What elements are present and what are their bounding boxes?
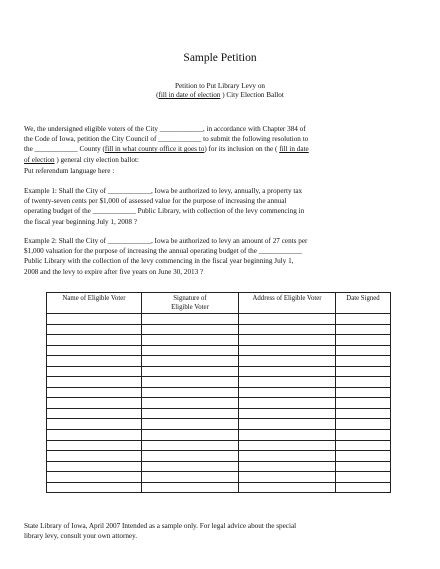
intro-line-3 bbox=[24, 144, 414, 154]
address-cell[interactable] bbox=[239, 356, 336, 367]
signature-cell[interactable] bbox=[142, 472, 239, 483]
signature-cell[interactable] bbox=[142, 324, 239, 335]
date-cell[interactable] bbox=[336, 387, 391, 398]
intro-line-4 bbox=[24, 155, 414, 165]
date-cell[interactable] bbox=[336, 419, 391, 430]
name-cell[interactable] bbox=[47, 345, 142, 356]
date-cell[interactable] bbox=[336, 324, 391, 335]
table-row bbox=[47, 345, 391, 356]
address-cell[interactable] bbox=[239, 472, 336, 483]
signature-cell[interactable] bbox=[142, 366, 239, 377]
signature-cell[interactable] bbox=[142, 356, 239, 367]
subtitle-open: ( bbox=[156, 91, 159, 99]
table-row bbox=[47, 430, 391, 441]
example-1-line-1: Example 1: Shall the City of ____________, Iowa be authorized to levy, annually, a property tax bbox=[24, 187, 303, 195]
name-cell[interactable] bbox=[47, 461, 142, 472]
address-cell[interactable] bbox=[239, 345, 336, 356]
table-row bbox=[47, 472, 391, 483]
address-cell[interactable] bbox=[239, 451, 336, 462]
table-row bbox=[47, 408, 391, 419]
signature-cell[interactable] bbox=[142, 461, 239, 472]
table-row bbox=[47, 314, 391, 325]
intro-paragraph bbox=[24, 124, 414, 165]
table-row bbox=[47, 419, 391, 430]
header-address bbox=[239, 293, 336, 314]
address-cell[interactable] bbox=[239, 482, 336, 493]
name-cell[interactable] bbox=[47, 324, 142, 335]
table-row bbox=[47, 398, 391, 409]
name-cell[interactable] bbox=[47, 451, 142, 462]
example-2-line-3: Public Library with the collection of the levy commencing in the fiscal year beginning July 1, bbox=[24, 257, 294, 266]
example-2-line-4: 2008 and the levy to expire after five years on June 30, 2013 ? bbox=[24, 267, 204, 276]
name-cell[interactable] bbox=[47, 482, 142, 493]
table-row bbox=[47, 461, 391, 472]
name-cell[interactable] bbox=[47, 335, 142, 346]
date-cell[interactable] bbox=[336, 398, 391, 409]
signature-cell[interactable] bbox=[142, 387, 239, 398]
address-cell[interactable] bbox=[239, 440, 336, 451]
example-1-paragraph bbox=[24, 186, 414, 227]
signature-cell[interactable] bbox=[142, 335, 239, 346]
example-2-line-2: $1,000 valuation for the purpose of increasing the annual operating budget of the ____________ bbox=[24, 247, 302, 256]
example-1-line-4: the fiscal year beginning July 1, 2008 ? bbox=[24, 217, 137, 226]
name-cell[interactable] bbox=[47, 377, 142, 388]
header-address-label: Address of Eligible Voter bbox=[252, 295, 322, 302]
address-cell[interactable] bbox=[239, 314, 336, 325]
table-row bbox=[47, 387, 391, 398]
date-cell[interactable] bbox=[336, 345, 391, 356]
example-1-line-2: of twenty-seven cents per $1,000 of assessed value for the purpose of increasing the annual bbox=[24, 197, 287, 206]
table-row bbox=[47, 440, 391, 451]
signature-rows bbox=[47, 314, 391, 493]
referendum-instruction: Put referendum language here : bbox=[24, 167, 115, 175]
signature-cell[interactable] bbox=[142, 377, 239, 388]
date-cell[interactable] bbox=[336, 377, 391, 388]
footer-line-2: library levy, consult your own attorney. bbox=[24, 532, 138, 541]
address-cell[interactable] bbox=[239, 461, 336, 472]
signature-cell[interactable] bbox=[142, 398, 239, 409]
name-cell[interactable] bbox=[47, 356, 142, 367]
header-date bbox=[336, 293, 391, 314]
signature-cell[interactable] bbox=[142, 345, 239, 356]
address-cell[interactable] bbox=[239, 419, 336, 430]
signature-cell[interactable] bbox=[142, 419, 239, 430]
name-cell[interactable] bbox=[47, 408, 142, 419]
table-row bbox=[47, 324, 391, 335]
address-cell[interactable] bbox=[239, 324, 336, 335]
table-row bbox=[47, 356, 391, 367]
name-cell[interactable] bbox=[47, 314, 142, 325]
address-cell[interactable] bbox=[239, 430, 336, 441]
date-cell[interactable] bbox=[336, 430, 391, 441]
header-date-label: Date Signed bbox=[346, 295, 380, 302]
document-title: Sample Petition bbox=[183, 52, 257, 64]
name-cell[interactable] bbox=[47, 472, 142, 483]
address-cell[interactable] bbox=[239, 366, 336, 377]
name-cell[interactable] bbox=[47, 440, 142, 451]
date-cell[interactable] bbox=[336, 314, 391, 325]
signature-cell[interactable] bbox=[142, 314, 239, 325]
table-header-row bbox=[47, 293, 391, 314]
county-office-fill: fill in what county office it goes to bbox=[104, 145, 205, 154]
signature-cell[interactable] bbox=[142, 440, 239, 451]
date-cell[interactable] bbox=[336, 440, 391, 451]
address-cell[interactable] bbox=[239, 408, 336, 419]
table-row bbox=[47, 366, 391, 377]
election-date-fill-3: of election bbox=[24, 155, 55, 164]
signature-cell[interactable] bbox=[142, 408, 239, 419]
footer-note bbox=[24, 521, 414, 541]
name-cell[interactable] bbox=[47, 398, 142, 409]
address-cell[interactable] bbox=[239, 387, 336, 398]
intro-line-4b: ) general city election ballot: bbox=[54, 155, 139, 164]
date-cell[interactable] bbox=[336, 335, 391, 346]
signature-table bbox=[46, 292, 391, 493]
signature-cell[interactable] bbox=[142, 430, 239, 441]
name-cell[interactable] bbox=[47, 387, 142, 398]
name-cell[interactable] bbox=[47, 419, 142, 430]
date-cell[interactable] bbox=[336, 356, 391, 367]
signature-cell[interactable] bbox=[142, 482, 239, 493]
date-cell[interactable] bbox=[336, 408, 391, 419]
intro-line-2: the Code of Iowa, petition the City Council of ____________ to submit the following resolution to bbox=[24, 135, 309, 144]
subtitle-line-2 bbox=[0, 91, 440, 100]
table-row bbox=[47, 482, 391, 493]
intro-line-1: We, the undersigned eligible voters of the City ____________, in accordance with Chapter 384 of bbox=[24, 125, 306, 133]
address-cell[interactable] bbox=[239, 377, 336, 388]
address-cell[interactable] bbox=[239, 335, 336, 346]
election-date-fill: fill in date of election bbox=[158, 91, 221, 99]
example-2-line-1: Example 2: Shall the City of ____________, Iowa be authorized to levy an amount of 27 cents per bbox=[24, 237, 308, 245]
intro-line-3a: the ____________ County ( bbox=[24, 145, 105, 154]
date-cell[interactable] bbox=[336, 461, 391, 472]
header-name-label: Name of Eligible Voter bbox=[62, 295, 126, 302]
example-1-line-3: operating budget of the ____________ Public Library, with collection of the levy commencing in bbox=[24, 207, 305, 216]
table-row bbox=[47, 451, 391, 462]
election-date-fill-2: fill in date bbox=[279, 145, 309, 154]
address-cell[interactable] bbox=[239, 398, 336, 409]
subtitle-line-1: Petition to Put Library Levy on bbox=[174, 82, 266, 90]
header-name bbox=[47, 293, 142, 314]
intro-line-3b: ) for its inclusion on the ( bbox=[204, 145, 280, 154]
date-cell[interactable] bbox=[336, 451, 391, 462]
signature-cell[interactable] bbox=[142, 451, 239, 462]
name-cell[interactable] bbox=[47, 366, 142, 377]
date-cell[interactable] bbox=[336, 482, 391, 493]
date-cell[interactable] bbox=[336, 366, 391, 377]
table-row bbox=[47, 335, 391, 346]
footer-line-1: State Library of Iowa, April 2007 Intended as a sample only. For legal advice about the special bbox=[24, 522, 297, 530]
table-row bbox=[47, 377, 391, 388]
name-cell[interactable] bbox=[47, 430, 142, 441]
header-signature bbox=[142, 293, 239, 314]
header-signature-label: Signature of Eligible Voter bbox=[171, 295, 209, 311]
example-2-paragraph bbox=[24, 236, 414, 277]
date-cell[interactable] bbox=[336, 472, 391, 483]
subtitle-rest: ) City Election Ballot bbox=[220, 91, 284, 99]
